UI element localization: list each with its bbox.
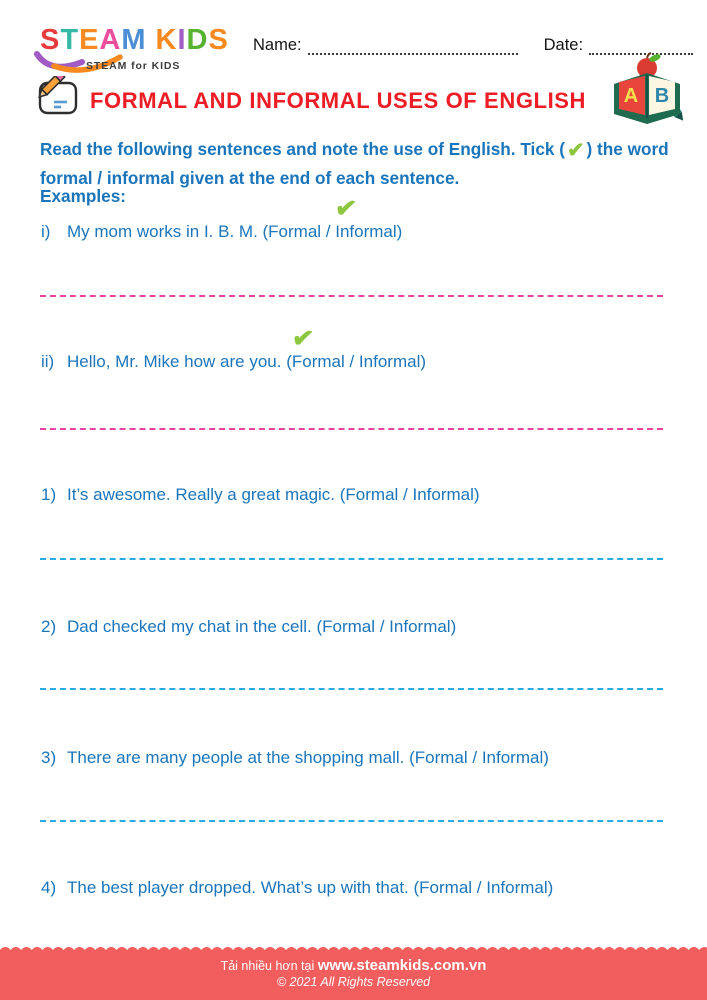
- logo-letter: E: [79, 24, 100, 56]
- example-sentence-2: [41, 321, 427, 372]
- logo-tagline: STEAM for KIDS: [86, 60, 181, 72]
- question-sentence-1: [41, 485, 480, 505]
- ticked-word: [333, 191, 397, 241]
- footer-copyright: © 2021 All Rights Reserved: [276, 975, 431, 989]
- date-label: Date:: [543, 36, 584, 54]
- sentence-text: The best player dropped. What’s up with that. (Formal / Informal): [67, 878, 554, 897]
- sentence-word: Informal: [335, 222, 397, 241]
- logo-letter: S: [208, 24, 229, 56]
- svg-text:B: B: [654, 85, 670, 107]
- question-sentence-4: [41, 878, 553, 898]
- sentence-text: It’s awesome. Really a great magic. (Formal / Informal): [67, 485, 480, 504]
- sentence-text: Dad checked my chat in the cell. (Formal / Informal): [67, 617, 457, 636]
- steamkids-logo: [40, 26, 255, 78]
- title-block: [34, 76, 586, 120]
- divider-dashed-blue: [40, 558, 663, 560]
- footer-download-line: [0, 952, 707, 974]
- sentence-post: / Informal): [344, 352, 427, 371]
- divider-dashed-pink: [40, 428, 663, 430]
- sentence-pre: Hello, Mr. Mike how are you. (: [67, 352, 292, 371]
- footer-website-url[interactable]: www.steamkids.com.vn: [317, 957, 487, 974]
- footer-scallop-edge: [0, 943, 707, 953]
- name-label: Name:: [253, 36, 302, 54]
- tick-mark-icon: ✔: [333, 191, 359, 225]
- footer-banner: [0, 952, 707, 1000]
- sentence-number: 1): [41, 485, 57, 504]
- footer-prefix: Tải nhiều hơn tại: [220, 959, 318, 973]
- abc-book-icon: [600, 52, 696, 126]
- divider-dashed-blue: [40, 820, 663, 822]
- sentence-post: ): [396, 222, 403, 241]
- tick-mark-icon: ✔: [566, 139, 585, 162]
- sentence-number: ii): [41, 352, 55, 371]
- question-sentence-2: [41, 617, 456, 637]
- tick-mark-icon: ✔: [290, 321, 316, 355]
- question-sentence-3: [41, 748, 549, 768]
- logo-letter: S: [40, 24, 61, 56]
- sentence-number: 4): [41, 878, 57, 897]
- sentence-text: There are many people at the shopping mall. (Formal / Informal): [67, 748, 549, 767]
- sentence-word: Formal: [291, 352, 345, 371]
- sentence-text: [67, 321, 427, 372]
- sentence-number: 3): [41, 748, 57, 767]
- sentence-pre: My mom works in I. B. M. (Formal /: [67, 222, 336, 241]
- sentence-number: 2): [41, 617, 57, 636]
- name-input-line[interactable]: [308, 37, 518, 55]
- logo-letter: M: [121, 24, 147, 56]
- pencil-and-paper-icon: [34, 76, 82, 120]
- ticked-word: [290, 321, 345, 371]
- divider-dashed-pink: [40, 295, 663, 297]
- instructions-after-tick: ) the word formal / informal given at the end of each sentence.: [40, 139, 669, 188]
- logo-letter: I: [177, 24, 187, 56]
- logo-letter: A: [99, 24, 122, 56]
- instructions-text: [40, 136, 676, 190]
- instructions-before-tick: Read the following sentences and note the use of English. Tick (: [40, 139, 565, 159]
- sentence-number: i): [41, 222, 51, 241]
- examples-label: Examples:: [40, 186, 126, 206]
- logo-letter: T: [60, 24, 80, 56]
- page-title: FORMAL AND INFORMAL USES OF ENGLISH: [90, 88, 587, 113]
- divider-dashed-blue: [40, 688, 663, 690]
- svg-text:A: A: [623, 85, 639, 107]
- logo-letter: D: [186, 24, 209, 56]
- logo-letter: K: [155, 24, 178, 56]
